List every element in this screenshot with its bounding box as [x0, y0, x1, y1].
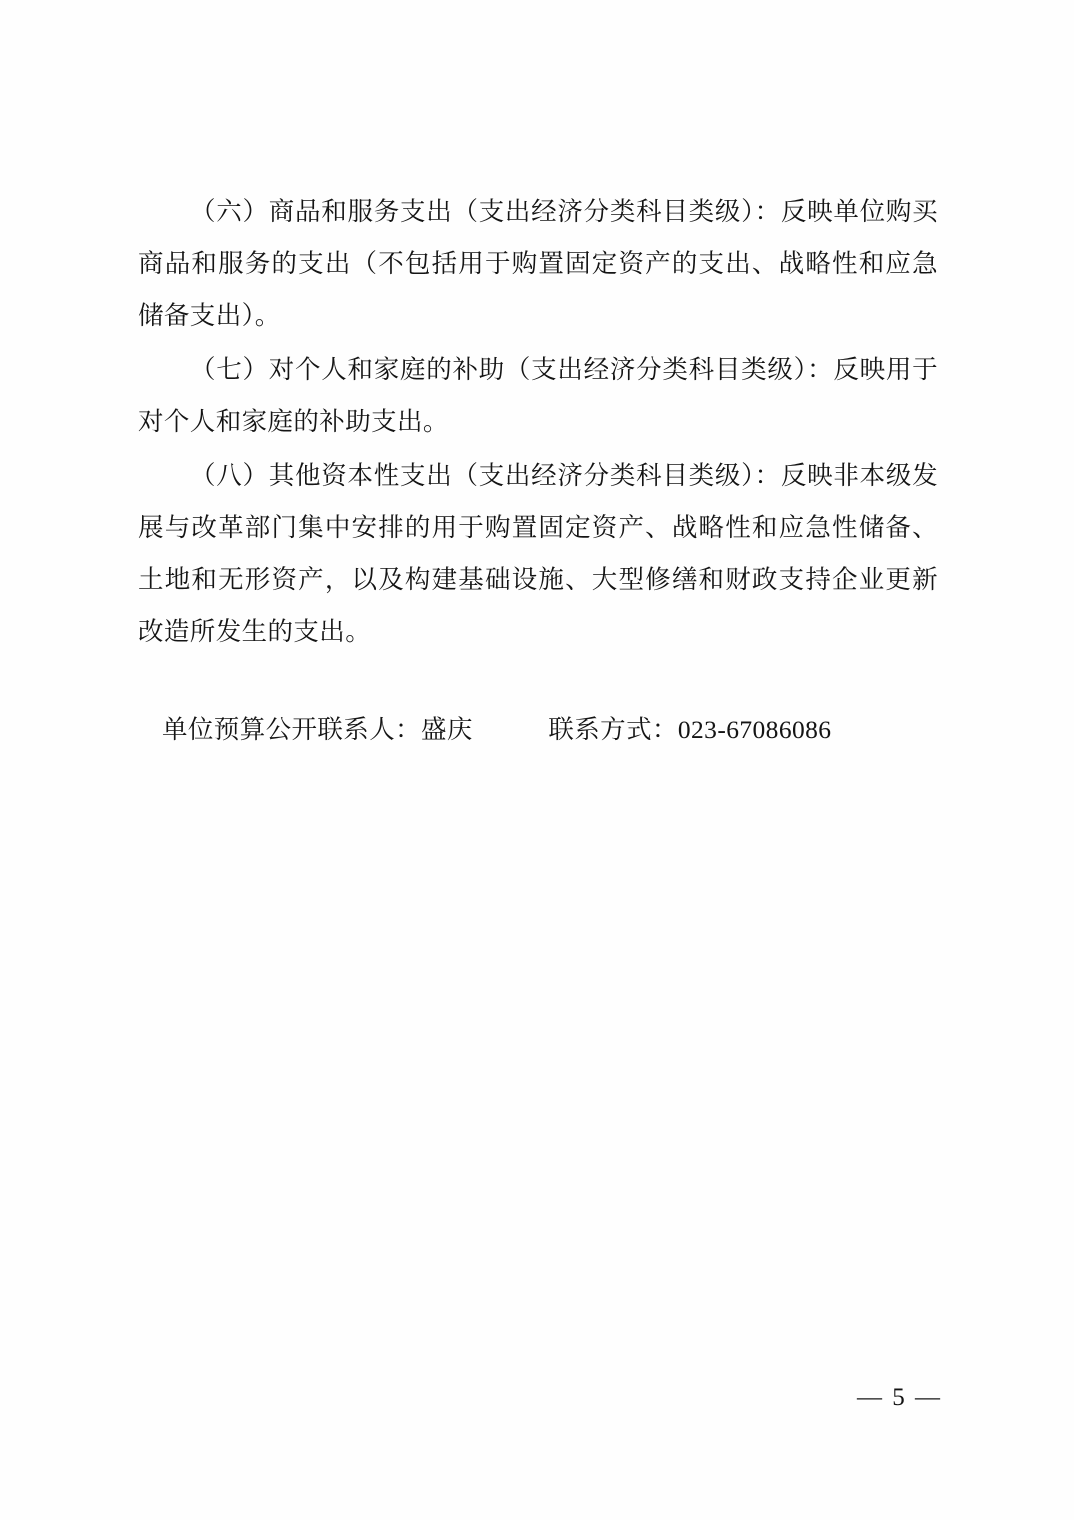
- paragraph-eight: （八）其他资本性支出（支出经济分类科目类级）：反映非本级发展与改革部门集中安排的用于购置固定资产、战略性和应急性储备、土地和无形资产，以及构建基础设施、大型修缮和财政支持企业更新改造所发生的支出。: [138, 461, 938, 646]
- contact-block: [138, 704, 938, 756]
- contact-person: 单位预算公开联系人：盛庆: [162, 715, 473, 744]
- paragraph-seven: （七）对个人和家庭的补助（支出经济分类科目类级）：反映用于对个人和家庭的补助支出。: [138, 355, 938, 436]
- paragraph-six: （六）商品和服务支出（支出经济分类科目类级）：反映单位购买商品和服务的支出（不包括用于购置固定资产的支出、战略性和应急储备支出）。: [138, 197, 938, 330]
- document-body: [138, 186, 938, 756]
- page-number: — 5 —: [857, 1384, 942, 1411]
- contact-phone: 联系方式：023-67086086: [548, 715, 832, 744]
